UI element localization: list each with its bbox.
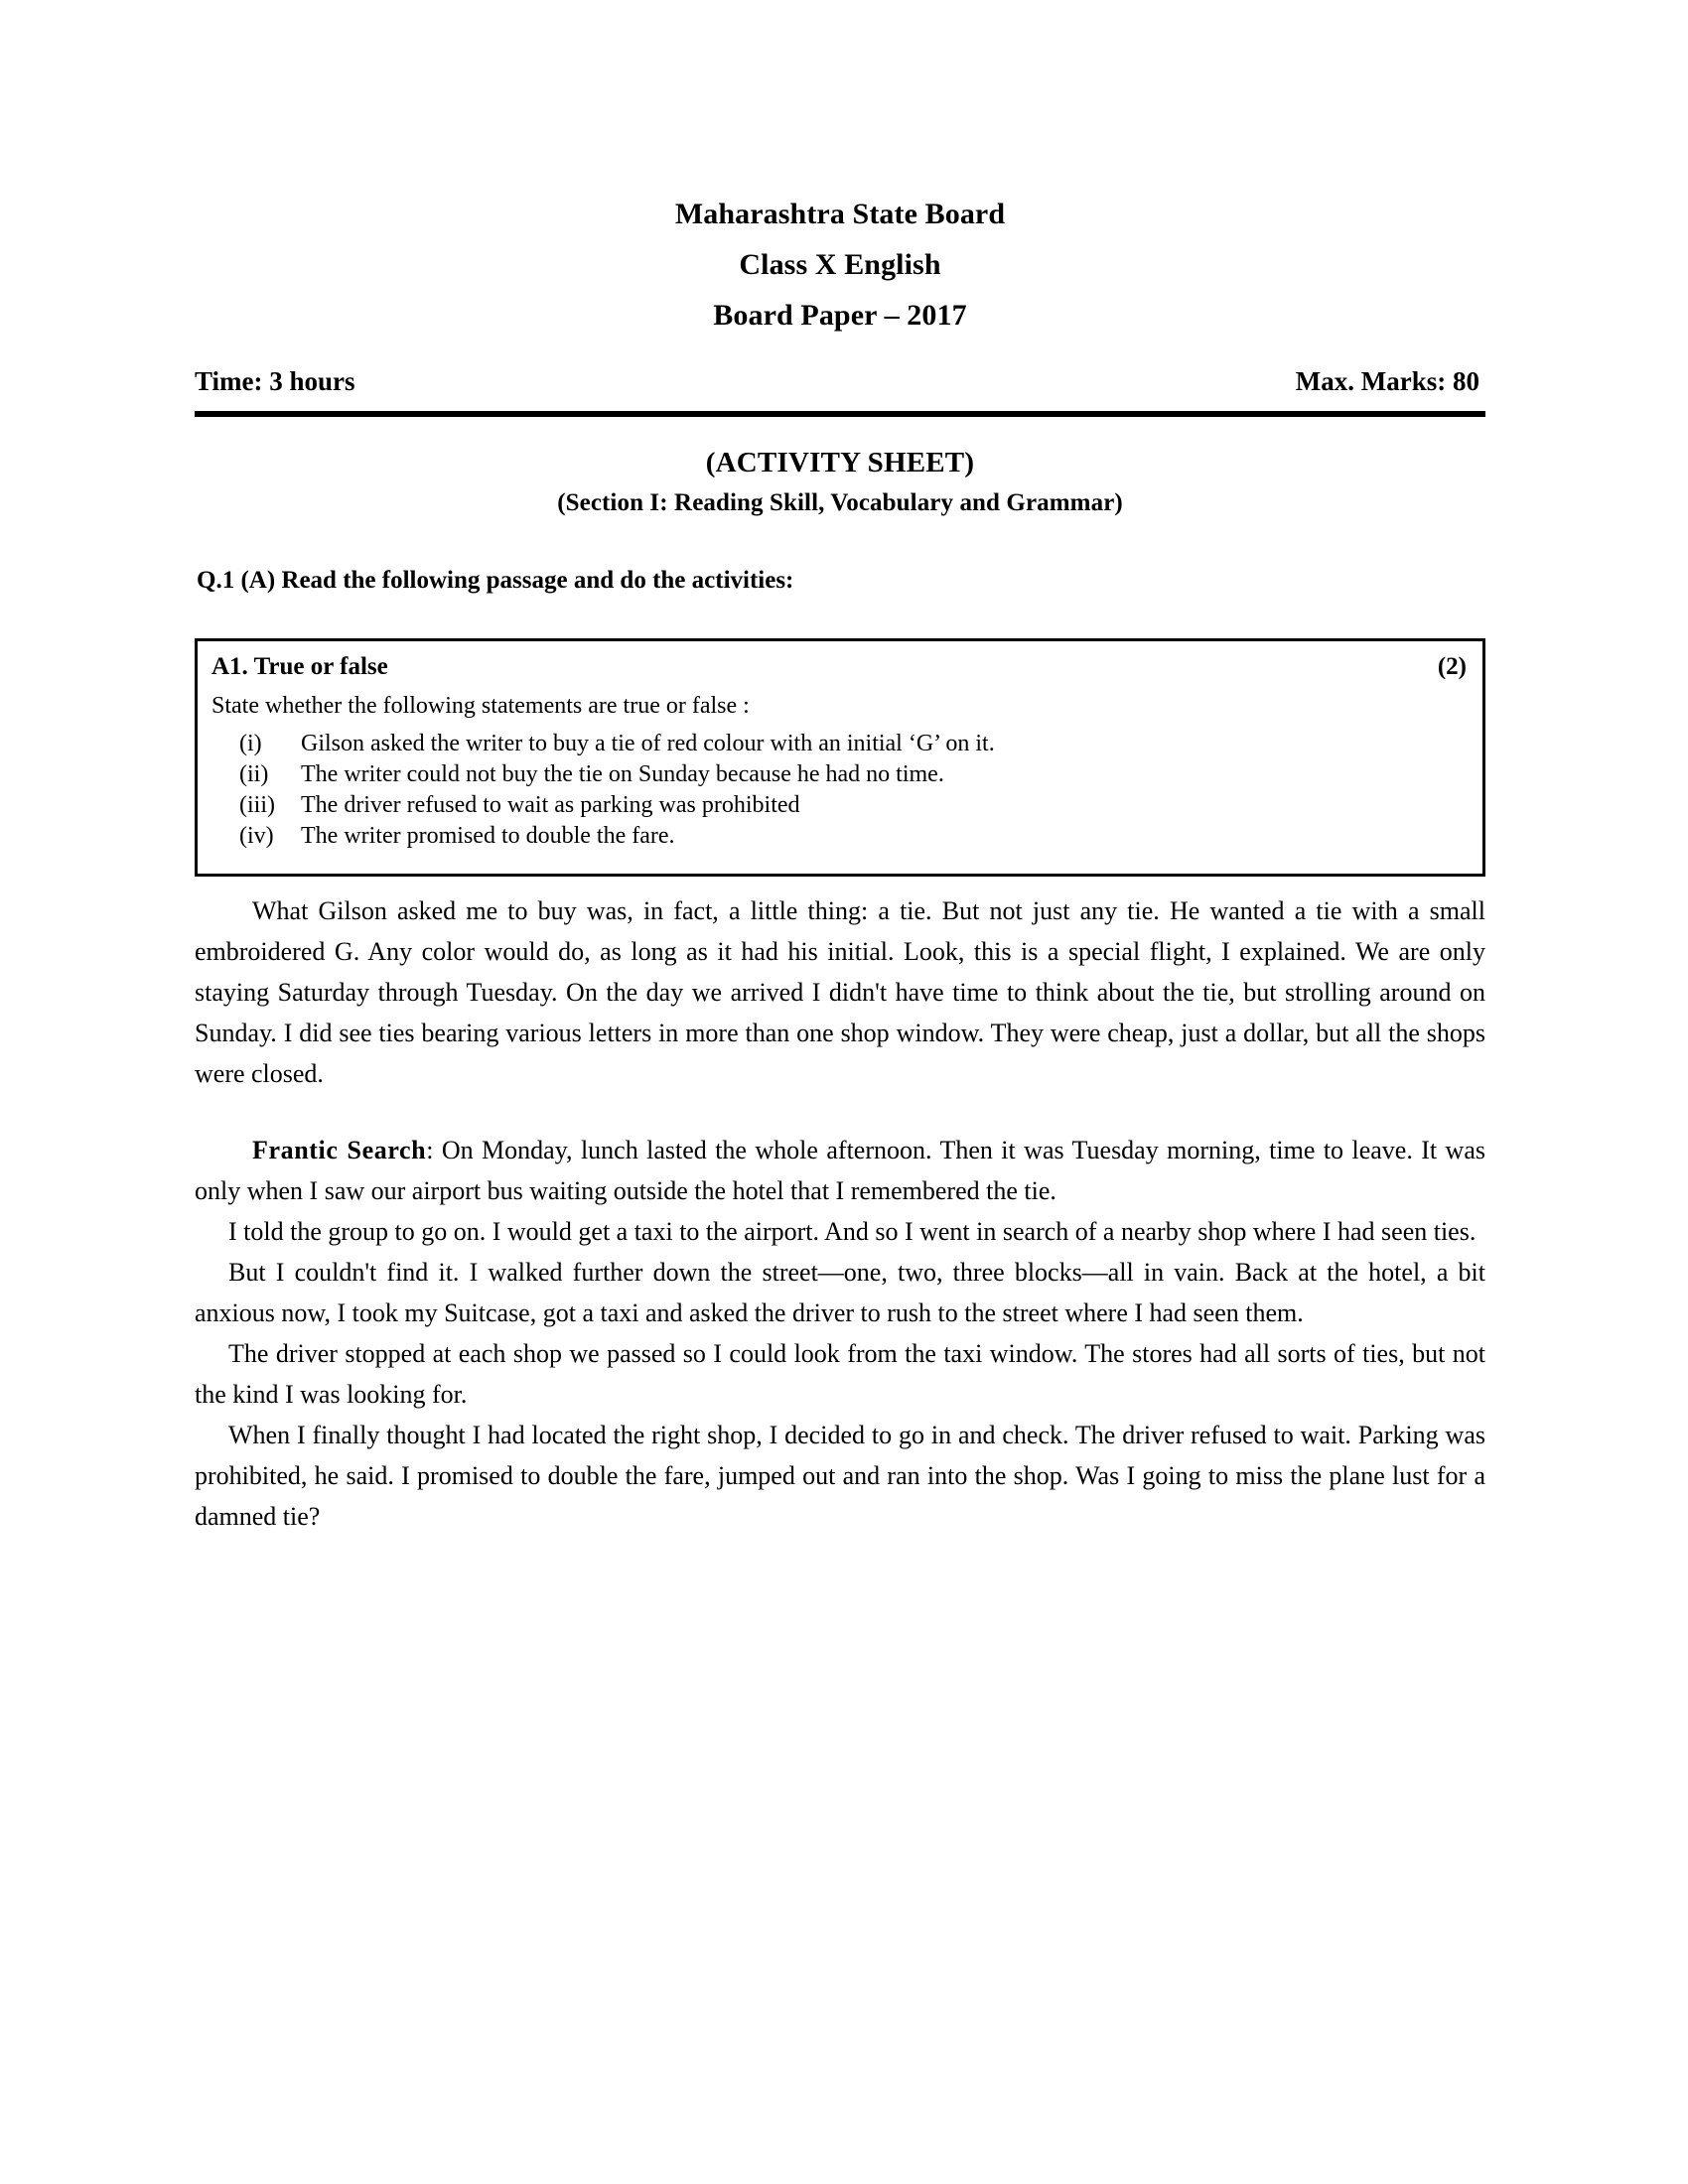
activity-marks: (2) bbox=[1437, 653, 1467, 680]
document-header bbox=[195, 0, 1485, 341]
activity-header-row bbox=[211, 653, 1467, 681]
statement-marker: (i) bbox=[239, 731, 262, 756]
header-divider bbox=[195, 411, 1485, 417]
passage-paragraph-1: What Gilson asked me to buy was, in fact, a little thing: a tie. But not just any tie. He wanted a tie with a small embroidered G. Any color would do, as long as it had his initial. Look, this is a special flight, I explained. We are only staying Saturday through Tuesday. On the day we arrived I didn't have time to think about the tie, but strolling around on Sunday. I did see ties bearing various letters in more than one shop window. They were cheap, just a dollar, but all the shops were closed. bbox=[195, 895, 1485, 1088]
exam-meta-row bbox=[195, 366, 1485, 397]
statement-marker: (iv) bbox=[239, 822, 274, 849]
statement-text: The writer could not buy the tie on Sunday because he had no time. bbox=[301, 760, 944, 787]
list-item bbox=[211, 821, 1467, 852]
statement-marker: (iii) bbox=[239, 791, 275, 818]
page-content bbox=[195, 0, 1485, 1537]
activity-instruction: State whether the following statements are true or false : bbox=[211, 693, 750, 719]
activity-sheet-title: (ACTIVITY SHEET) bbox=[705, 447, 975, 478]
statement-text: Gilson asked the writer to buy a tie of red colour with an initial ‘G’ on it. bbox=[301, 731, 995, 756]
true-false-statement-list bbox=[211, 729, 1467, 852]
exam-duration: Time: 3 hours bbox=[195, 366, 355, 396]
passage-paragraph-4: But I couldn't find it. I walked further down the street—one, two, three blocks—all in vain. Back at the hotel, a bit anxious now, I took my Suitcase, got a taxi and asked the driver to rush to the street where I had seen them. bbox=[195, 1257, 1485, 1327]
activity-sheet-subtitle: (Section I: Reading Skill, Vocabulary and Grammar) bbox=[557, 489, 1123, 516]
reading-passage bbox=[195, 890, 1485, 1537]
passage-paragraph-2-text: : On Monday, lunch lasted the whole afternoon. Then it was Tuesday morning, time to leave. It was only when I saw our airport bus waiting outside the hotel that I remembered the tie. bbox=[195, 1135, 1485, 1205]
statement-text: The writer promised to double the fare. bbox=[301, 822, 675, 849]
statement-text: The driver refused to wait as parking was prohibited bbox=[301, 791, 800, 818]
passage-paragraph-2 bbox=[195, 1130, 1485, 1211]
board-name: Maharashtra State Board bbox=[674, 198, 1006, 230]
paper-title: Board Paper – 2017 bbox=[713, 299, 967, 332]
statement-marker: (ii) bbox=[239, 760, 269, 787]
list-item bbox=[211, 729, 1467, 759]
activity-heading: A1. True or false bbox=[211, 653, 388, 680]
exam-max-marks: Max. Marks: 80 bbox=[1295, 366, 1479, 396]
passage-subheading: Frantic Search bbox=[252, 1135, 427, 1164]
question-prompt: Q.1 (A) Read the following passage and do the activities: bbox=[197, 567, 794, 594]
passage-paragraph-3: I told the group to go on. I would get a taxi to the airport. And so I went in search of a nearby shop where I had seen ties. bbox=[228, 1216, 1477, 1246]
passage-paragraph-5: The driver stopped at each shop we passed so I could look from the taxi window. The stores had all sorts of ties, but not the kind I was looking for. bbox=[195, 1338, 1485, 1409]
activity-a1-box bbox=[195, 638, 1485, 877]
list-item bbox=[211, 790, 1467, 821]
list-item bbox=[211, 759, 1467, 790]
class-subject: Class X English bbox=[739, 248, 941, 281]
passage-paragraph-6: When I finally thought I had located the right shop, I decided to go in and check. The driver refused to wait. Parking was prohibited, he said. I promised to double the fare, jumped out and ran into the shop. Was I going to miss the plane lust for a damned tie? bbox=[195, 1420, 1485, 1531]
